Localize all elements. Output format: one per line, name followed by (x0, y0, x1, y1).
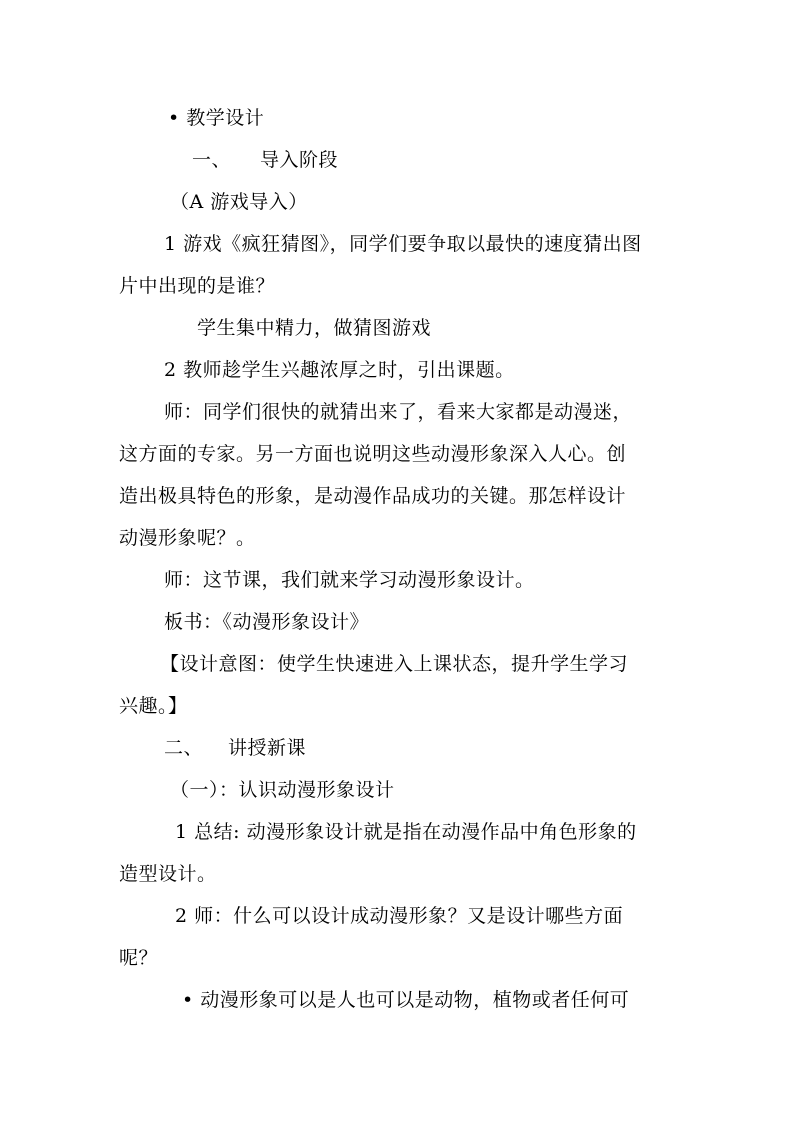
paragraph-line: 师：同学们很快的就猜出来了，看来大家都是动漫迷， (164, 401, 633, 423)
design-intent: 兴趣。】 (119, 695, 188, 717)
section1-number: 一、 (192, 149, 232, 171)
bullet-line: • 动漫形象可以是人也可以是动物，植物或者任何可 (182, 989, 630, 1011)
section-heading: • 教学设计 (168, 107, 265, 129)
paragraph-line: 呢？ (119, 947, 159, 969)
section2-number: 二、 (164, 737, 204, 759)
paragraph-line: 动漫形象呢？。 (119, 527, 256, 549)
paragraph-line: 2 教师趁学生兴趣浓厚之时，引出课题。 (164, 359, 515, 381)
paragraph-line: 师：这节课，我们就来学习动漫形象设计。 (164, 569, 535, 591)
paragraph-line: 2 师：什么可以设计成动漫形象？又是设计哪些方面 (175, 905, 624, 927)
paragraph-line: 造出极具特色的形象，是动漫作品成功的关键。那怎样设计 (119, 485, 627, 507)
paragraph-line: 1 游戏《疯狂猜图》，同学们要争取以最快的速度猜出图 (164, 233, 642, 255)
section1-title: 导入阶段 (260, 149, 339, 171)
design-intent: 【设计意图：使学生快速进入上课状态，提升学生学习 (160, 653, 629, 675)
section2-subtitle: （一）：认识动漫形象设计 (170, 779, 395, 801)
section2-title: 讲授新课 (228, 737, 307, 759)
section1-subtitle: （A 游戏导入） (170, 191, 308, 213)
paragraph-line: 造型设计。 (119, 863, 217, 885)
paragraph-line: 片中出现的是谁？ (119, 275, 276, 297)
paragraph-line: 1 总结: 动漫形象设计就是指在动漫作品中角色形象的 (175, 821, 637, 843)
paragraph-line: 学生集中精力，做猜图游戏 (197, 317, 432, 339)
board-writing: 板书：《动漫形象设计》 (164, 611, 370, 633)
paragraph-line: 这方面的专家。另一方面也说明这些动漫形象深入人心。创 (119, 443, 627, 465)
